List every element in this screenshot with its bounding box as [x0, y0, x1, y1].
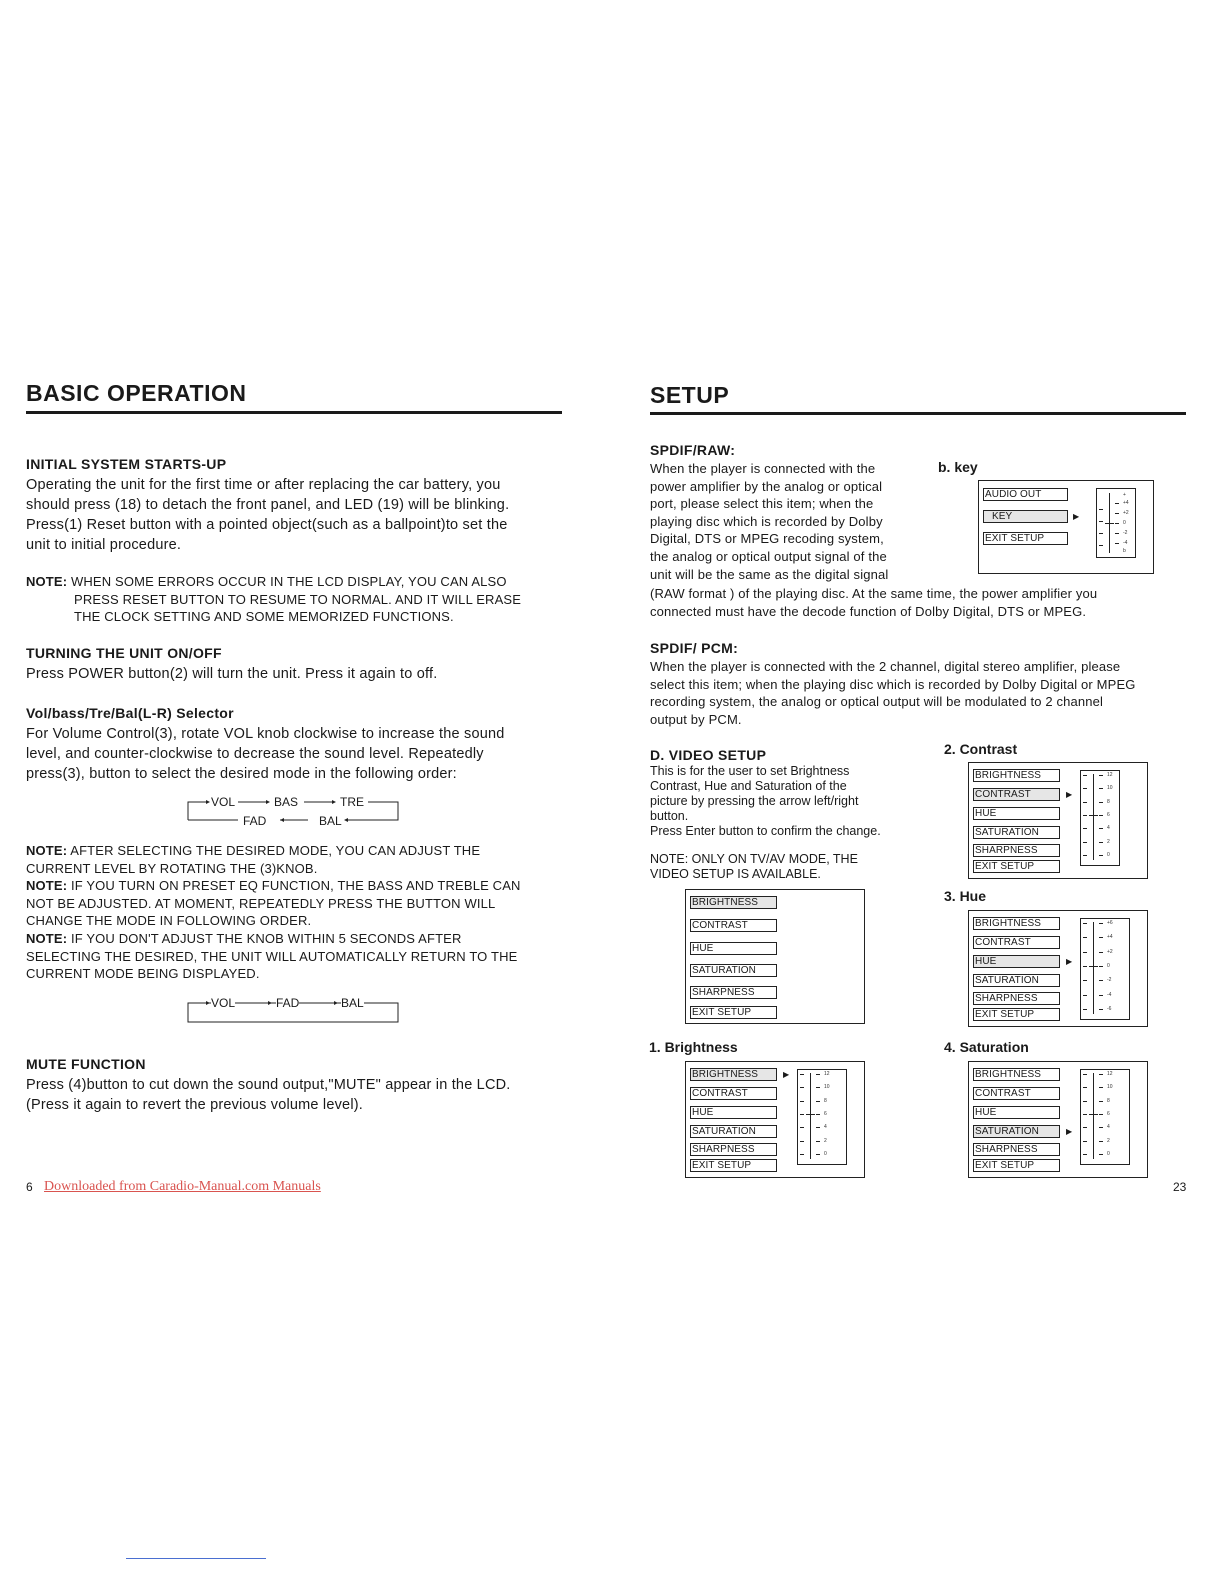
mute-heading: MUTE FUNCTION: [26, 1056, 146, 1072]
mode-notes: NOTE: AFTER SELECTING THE DESIRED MODE, YOU CAN ADJUST THE CURRENT LEVEL BY ROTATING THE (3)KNOB. NOTE: IF YOU TURN ON PRESET EQ FUNCTION, THE BASS AND TREBLE CAN NOT BE ADJUSTED. AT MOMENT, REPEATEDLY PRESS THE BUTTON WILL CHANGE THE MODE IN FOLLOWING ORDER. NOTE: IF YOU DON'T ADJUST THE KNOB WITHIN 5 SECONDS AFTER SELECTING THE DESIRED, THE UNIT WILL AUTOMATICALLY RETURN TO THE CURRENT MODE BEING DISPLAYED.: [26, 843, 521, 982]
mode-order-diagram: [186, 794, 400, 826]
contrast-menu-screen: [968, 762, 1148, 879]
gauge-tick: [816, 1154, 820, 1155]
key-menu-screen: [978, 480, 1154, 574]
gauge-scale-label: 12: [1107, 1071, 1113, 1077]
saturation-gauge: [1080, 1069, 1130, 1165]
gauge-tick: [816, 1074, 820, 1075]
spdif-pcm-text: When the player is connected with the 2 channel, digital stereo amplifier, please select this item; when the playing disc which is recorded by Dolby Digital or MPEG recording system, the analog or optical output will be modulated to 2 channel output by PCM.: [650, 659, 1136, 727]
gauge-scale-label: 8: [1107, 1098, 1110, 1104]
gauge-tick: [1099, 995, 1103, 996]
gauge-tick: [800, 1127, 804, 1128]
gauge-tick: [1099, 842, 1103, 843]
video-menu-screen: [685, 889, 865, 1024]
gauge-tick: [1099, 775, 1103, 776]
gauge-scale-label: +6: [1107, 920, 1113, 926]
gauge-tick: [1099, 966, 1103, 967]
gauge-level-marker: [806, 1114, 815, 1115]
gauge-tick: [1083, 828, 1087, 829]
gauge-axis: [1093, 774, 1094, 860]
key-menu-caption: b. key: [938, 459, 978, 475]
menu-item-brightness[interactable]: BRIGHTNESS: [973, 917, 1060, 930]
gauge-tick: [1083, 952, 1087, 953]
selector-text: For Volume Control(3), rotate VOL knob clockwise to increase the sound level, and counter-clockwise to decrease the sound level. Repeatedly press(3), button to select the desired mode in the following order:: [26, 726, 505, 782]
gauge-scale-label: 0: [1107, 852, 1110, 858]
menu-item-hue[interactable]: HUE: [690, 1106, 777, 1119]
gauge-tick: [1083, 842, 1087, 843]
initial-startup-heading: INITIAL SYSTEM STARTS-UP: [26, 456, 227, 472]
flow-tre: TRE: [340, 795, 364, 809]
menu-item-hue[interactable]: HUE: [973, 1106, 1060, 1119]
menu-item-sharpness[interactable]: SHARPNESS: [973, 992, 1060, 1005]
menu-item-hue[interactable]: HUE: [973, 955, 1060, 968]
gauge-tick: [816, 1087, 820, 1088]
menu-item-contrast[interactable]: CONTRAST: [690, 919, 777, 932]
spdif-raw-text-wide: (RAW format ) of the playing disc. At the same time, the power amplifier you connected must have the decode function of Dolby Digital, DTS or MPEG.: [650, 586, 1098, 619]
gauge-tick: [1083, 1154, 1087, 1155]
initial-startup-text: Operating the unit for the first time or after replacing the car battery, you should press (18) to detach the front panel, and LED (19) will be blinking. Press(1) Reset button with a pointed object(such as a ballpoint)to set the unit to initial procedure.: [26, 477, 510, 553]
left-title-rule: [26, 411, 562, 414]
menu-item-saturation[interactable]: SATURATION: [690, 1125, 777, 1138]
menu-item-exit-setup[interactable]: EXIT SETUP: [973, 1008, 1060, 1021]
gauge-level-marker: [1089, 1114, 1098, 1115]
gauge-scale-label: 0: [1107, 963, 1110, 969]
gauge-scale-label: 4: [824, 1124, 827, 1130]
gauge-tick: [1099, 815, 1103, 816]
gauge-tick: [816, 1141, 820, 1142]
gauge-tick: [1099, 1154, 1103, 1155]
gauge-level-marker: [1089, 966, 1098, 967]
gauge-scale-label: -6: [1107, 1006, 1112, 1012]
right-page-number: 23: [1173, 1180, 1187, 1194]
gauge-scale-label: 10: [824, 1084, 830, 1090]
gauge-scale-label: 12: [1107, 772, 1113, 778]
gauge-tick: [1099, 802, 1103, 803]
menu-item-brightness[interactable]: BRIGHTNESS: [973, 1068, 1060, 1081]
gauge-tick: [1099, 1087, 1103, 1088]
flow-bas: BAS: [274, 795, 299, 809]
menu-item-hue[interactable]: HUE: [690, 942, 777, 955]
gauge-tick: [800, 1114, 804, 1115]
gauge-scale-label: 12: [824, 1071, 830, 1077]
selection-arrow-icon: ▶: [1066, 1127, 1073, 1136]
gauge-tick: [800, 1101, 804, 1102]
download-link[interactable]: Downloaded from Caradio-Manual.com Manuals: [44, 1179, 321, 1194]
selection-arrow-icon: ▶: [783, 1070, 790, 1079]
flow-vol: VOL: [211, 795, 236, 809]
menu-item-saturation[interactable]: SATURATION: [973, 974, 1060, 987]
saturation-menu-screen: [968, 1061, 1148, 1178]
brightness-gauge: [797, 1069, 847, 1165]
gauge-tick: [1083, 995, 1087, 996]
menu-item-audio-out[interactable]: AUDIO OUT: [983, 488, 1068, 501]
menu-item-exit-setup[interactable]: EXIT SETUP: [983, 532, 1068, 545]
gauge-scale-label: 0: [824, 1151, 827, 1157]
gauge-scale-label: 2: [824, 1138, 827, 1144]
video-setup-heading: D. VIDEO SETUP: [650, 747, 767, 763]
gauge-tick: [1083, 855, 1087, 856]
gauge-axis: [1093, 1073, 1094, 1159]
gauge-scale-label: 10: [1107, 785, 1113, 791]
spdif-pcm-heading: SPDIF/ PCM:: [650, 640, 739, 656]
menu-item-exit-setup[interactable]: EXIT SETUP: [973, 1159, 1060, 1172]
gauge-tick: [1099, 1141, 1103, 1142]
gauge-tick: [1099, 1127, 1103, 1128]
contrast-caption: 2. Contrast: [944, 741, 1018, 757]
gauge-tick: [1099, 980, 1103, 981]
contrast-gauge: [1080, 770, 1120, 866]
eq-mode-order-diagram: [186, 995, 400, 1025]
menu-item-brightness[interactable]: BRIGHTNESS: [973, 769, 1060, 782]
gauge-tick: [1099, 1009, 1103, 1010]
gauge-axis: [810, 1073, 811, 1159]
menu-item-brightness[interactable]: BRIGHTNESS: [690, 896, 777, 909]
gauge-scale-label: +2: [1107, 949, 1113, 955]
flow-bal: BAL: [319, 814, 342, 828]
gauge-tick: [1083, 815, 1087, 816]
left-page-number: 6: [26, 1180, 33, 1194]
gauge-tick: [1083, 980, 1087, 981]
gauge-tick: [1083, 937, 1087, 938]
menu-item-sharpness[interactable]: SHARPNESS: [690, 986, 777, 999]
hue-menu-screen: [968, 910, 1148, 1027]
spdif-raw-heading: SPDIF/RAW:: [650, 442, 736, 458]
gauge-tick: [1083, 1009, 1087, 1010]
gauge-scale-label: 0: [1107, 1151, 1110, 1157]
menu-item-exit-setup[interactable]: EXIT SETUP: [690, 1159, 777, 1172]
gauge-tick: [800, 1074, 804, 1075]
flow2-vol: VOL: [211, 996, 236, 1010]
gauge-tick: [1083, 802, 1087, 803]
gauge-tick: [800, 1087, 804, 1088]
key-gauge: + +4 +2 0 -2 -4 b: [1096, 488, 1136, 558]
selection-arrow-icon: ▶: [1073, 512, 1080, 521]
spdif-raw-text: When the player is connected with the power amplifier by the analog or optical port, please select this item; when the playing disc which is recorded by Dolby Digital, DTS or MPEG recoding system, the analog or optical output signal of the unit will be the same as the digital signal: [650, 461, 889, 582]
hue-caption: 3. Hue: [944, 888, 987, 904]
flow-fad: FAD: [243, 814, 267, 828]
menu-item-saturation[interactable]: SATURATION: [690, 964, 777, 977]
left-page-title: BASIC OPERATION: [26, 380, 247, 406]
gauge-tick: [816, 1114, 820, 1115]
gauge-tick: [1099, 1101, 1103, 1102]
video-setup-note: NOTE: ONLY ON TV/AV MODE, THE VIDEO SETUP IS AVAILABLE.: [650, 852, 858, 881]
gauge-level-marker: [1089, 815, 1098, 816]
gauge-tick: [1099, 1074, 1103, 1075]
gauge-scale-label: -2: [1107, 977, 1112, 983]
gauge-tick: [816, 1101, 820, 1102]
gauge-scale-label: 8: [824, 1098, 827, 1104]
gauge-tick: [1083, 1141, 1087, 1142]
gauge-tick: [800, 1141, 804, 1142]
gauge-tick: [1099, 1114, 1103, 1115]
gauge-tick: [1099, 788, 1103, 789]
bottom-link-line: [126, 1558, 266, 1559]
gauge-tick: [816, 1127, 820, 1128]
gauge-scale-label: 10: [1107, 1084, 1113, 1090]
gauge-scale-label: 4: [1107, 825, 1110, 831]
reset-note: NOTE: WHEN SOME ERRORS OCCUR IN THE LCD DISPLAY, YOU CAN ALSO PRESS RESET BUTTON TO RESUME TO NORMAL. AND IT WILL ERASE THE CLOCK SETTING AND SOME MEMORIZED FUNCTIONS.: [26, 574, 522, 625]
menu-item-key[interactable]: KEY: [983, 510, 1068, 523]
gauge-tick: [1099, 923, 1103, 924]
gauge-tick: [1083, 1074, 1087, 1075]
gauge-tick: [800, 1154, 804, 1155]
gauge-tick: [1083, 1127, 1087, 1128]
video-setup-text: This is for the user to set Brightness Contrast, Hue and Saturation of the picture by pressing the arrow left/right button. Press Enter button to confirm the change.: [650, 764, 881, 838]
gauge-tick: [1099, 937, 1103, 938]
gauge-tick: [1083, 788, 1087, 789]
gauge-scale-label: 4: [1107, 1124, 1110, 1130]
menu-item-contrast[interactable]: CONTRAST: [690, 1087, 777, 1100]
gauge-tick: [1099, 828, 1103, 829]
hue-gauge: [1080, 918, 1130, 1020]
power-text: Press POWER button(2) will turn the unit. Press it again to off.: [26, 666, 438, 682]
menu-item-hue[interactable]: HUE: [973, 807, 1060, 820]
gauge-tick: [1083, 1087, 1087, 1088]
menu-item-sharpness[interactable]: SHARPNESS: [690, 1143, 777, 1156]
flow2-fad: FAD: [276, 996, 300, 1010]
gauge-tick: [1099, 952, 1103, 953]
saturation-caption: 4. Saturation: [944, 1039, 1029, 1055]
gauge-tick: [1099, 855, 1103, 856]
power-heading: TURNING THE UNIT ON/OFF: [26, 645, 222, 661]
gauge-scale-label: 6: [1107, 812, 1110, 818]
menu-item-brightness[interactable]: BRIGHTNESS: [690, 1068, 777, 1081]
selection-arrow-icon: ▶: [1066, 790, 1073, 799]
right-title-rule: [650, 412, 1186, 415]
menu-item-sharpness[interactable]: SHARPNESS: [973, 1143, 1060, 1156]
gauge-tick: [1083, 775, 1087, 776]
menu-item-exit-setup[interactable]: EXIT SETUP: [690, 1006, 777, 1019]
gauge-scale-label: 6: [1107, 1111, 1110, 1117]
brightness-menu-screen: [685, 1061, 865, 1178]
gauge-scale-label: -4: [1107, 992, 1112, 998]
gauge-scale-label: 2: [1107, 1138, 1110, 1144]
flow2-bal: BAL: [341, 996, 364, 1010]
menu-item-exit-setup[interactable]: EXIT SETUP: [973, 860, 1060, 873]
menu-item-contrast[interactable]: CONTRAST: [973, 1087, 1060, 1100]
menu-item-sharpness[interactable]: SHARPNESS: [973, 844, 1060, 857]
gauge-scale-label: 6: [824, 1111, 827, 1117]
selection-arrow-icon: ▶: [1066, 957, 1073, 966]
menu-item-saturation[interactable]: SATURATION: [973, 1125, 1060, 1138]
selector-heading: Vol/bass/Tre/Bal(L-R) Selector: [26, 705, 234, 721]
menu-item-contrast[interactable]: CONTRAST: [973, 788, 1060, 801]
brightness-caption: 1. Brightness: [649, 1039, 738, 1055]
gauge-scale-label: 8: [1107, 799, 1110, 805]
mute-text: Press (4)button to cut down the sound output,"MUTE" appear in the LCD. (Press it again to revert the previous volume level).: [26, 1077, 511, 1113]
menu-item-contrast[interactable]: CONTRAST: [973, 936, 1060, 949]
gauge-scale-label: 2: [1107, 839, 1110, 845]
gauge-scale-label: +4: [1107, 934, 1113, 940]
gauge-tick: [1083, 1101, 1087, 1102]
gauge-axis: [1093, 922, 1094, 1014]
gauge-tick: [1083, 966, 1087, 967]
right-page-title: SETUP: [650, 382, 730, 408]
gauge-tick: [1083, 923, 1087, 924]
menu-item-saturation[interactable]: SATURATION: [973, 826, 1060, 839]
gauge-tick: [1083, 1114, 1087, 1115]
